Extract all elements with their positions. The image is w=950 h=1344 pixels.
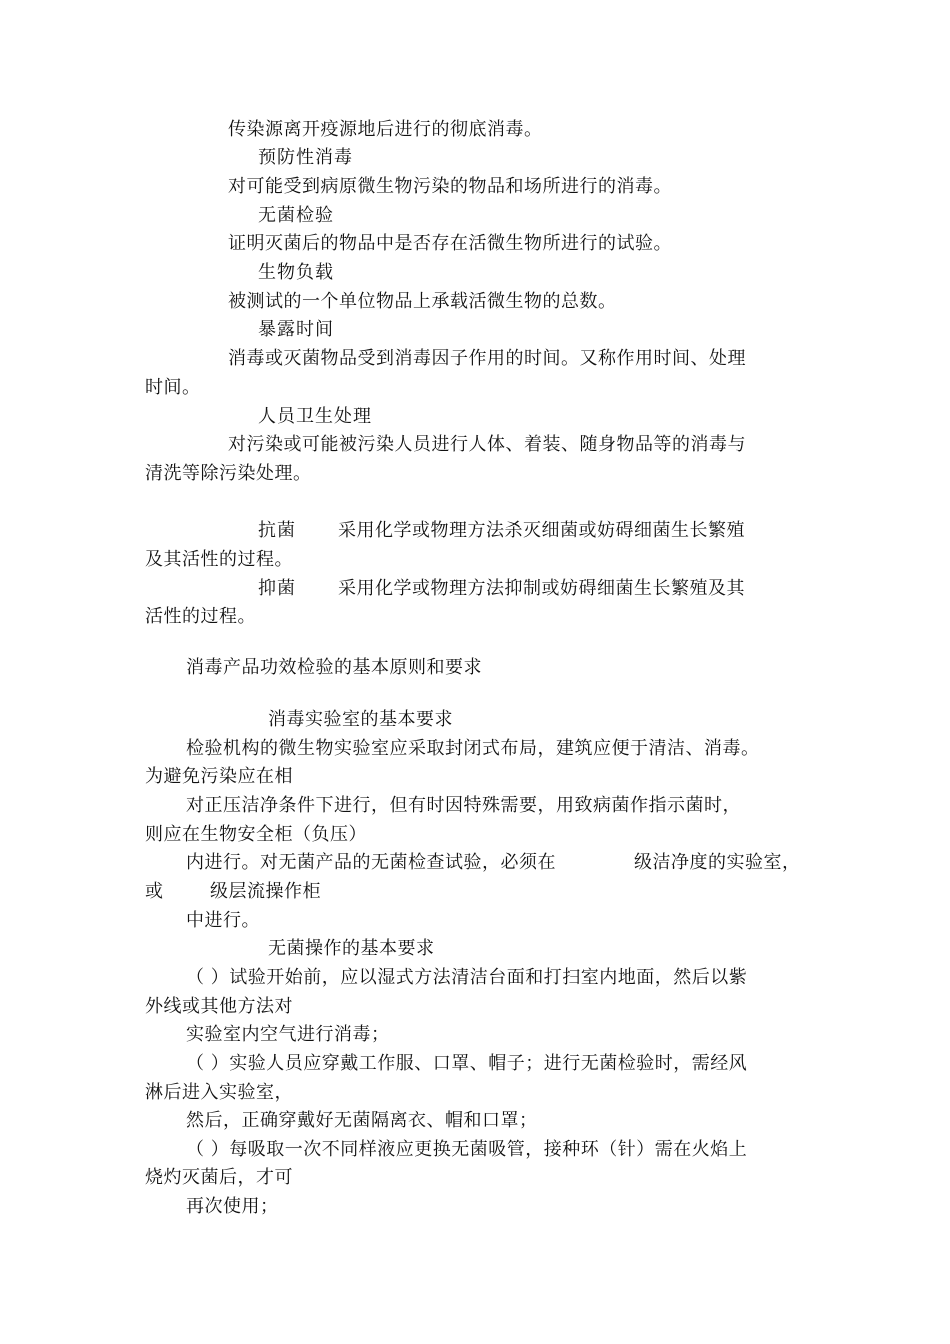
paragraph-text: 中进行。 <box>186 910 260 931</box>
term-heading: 抗菌 <box>258 520 296 541</box>
term-heading: 预防性消毒 <box>258 147 353 168</box>
paragraph-text: 检验机构的微生物实验室应采取封闭式布局，建筑应便于清洁、消毒。 <box>186 738 760 759</box>
paragraph-text: 则应在生物安全柜（负压） <box>145 824 367 845</box>
definition-text: 及其活性的过程。 <box>145 549 293 570</box>
term-heading: 无菌检验 <box>258 205 334 226</box>
paragraph-text: 对正压洁净条件下进行，但有时因特殊需要，用致病菌作指示菌时， <box>186 795 741 816</box>
list-item-text: 烧灼灭菌后，才可 <box>145 1167 293 1188</box>
subsection-heading: 消毒实验室的基本要求 <box>268 709 453 730</box>
list-item-text: （ ）每吸取一次不同样液应更换无菌吸管，接种环（针）需在火焰上 <box>186 1139 748 1160</box>
paragraph-text: 内进行。对无菌产品的无菌检查试验，必须在 <box>186 852 556 873</box>
list-item-text: 实验室内空气进行消毒； <box>186 1024 390 1045</box>
list-item-text: 再次使用； <box>186 1196 279 1217</box>
paragraph-text: 级洁净度的实验室， <box>634 852 801 873</box>
definition-text: 传染源离开疫源地后进行的彻底消毒。 <box>228 119 543 140</box>
definition-text: 对可能受到病原微生物污染的物品和场所进行的消毒。 <box>228 176 672 197</box>
paragraph-text: 为避免污染应在相 <box>145 766 293 787</box>
definition-text: 证明灭菌后的物品中是否存在活微生物所进行的试验。 <box>228 233 672 254</box>
definition-text: 活性的过程。 <box>145 606 256 627</box>
term-heading: 暴露时间 <box>258 319 334 340</box>
subsection-heading: 无菌操作的基本要求 <box>268 938 435 959</box>
list-item-text: 淋后进入实验室， <box>145 1082 293 1103</box>
list-item-text: （ ）实验人员应穿戴工作服、口罩、帽子；进行无菌检验时，需经风 <box>186 1053 748 1074</box>
section-heading: 消毒产品功效检验的基本原则和要求 <box>186 657 482 678</box>
list-item-text: 然后，正确穿戴好无菌隔离衣、帽和口罩； <box>186 1110 538 1131</box>
definition-text: 采用化学或物理方法抑制或妨碍细菌生长繁殖及其 <box>338 578 745 599</box>
definition-text: 清洗等除污染处理。 <box>145 463 312 484</box>
list-item-text: 外线或其他方法对 <box>145 996 293 1017</box>
paragraph-text: 或 <box>145 881 164 902</box>
paragraph-text: 级层流操作柜 <box>210 881 321 902</box>
list-item-text: （ ）试验开始前，应以湿式方法清洁台面和打扫室内地面，然后以紫 <box>186 967 748 988</box>
term-heading: 生物负载 <box>258 262 334 283</box>
definition-text: 对污染或可能被污染人员进行人体、着装、随身物品等的消毒与 <box>228 434 746 455</box>
definition-text: 消毒或灭菌物品受到消毒因子作用的时间。又称作用时间、处理 <box>228 348 746 369</box>
term-heading: 抑菌 <box>258 578 296 599</box>
term-heading: 人员卫生处理 <box>258 406 372 427</box>
definition-text: 被测试的一个单位物品上承载活微生物的总数。 <box>228 291 617 312</box>
definition-text: 时间。 <box>145 377 201 398</box>
definition-text: 采用化学或物理方法杀灭细菌或妨碍细菌生长繁殖 <box>338 520 745 541</box>
